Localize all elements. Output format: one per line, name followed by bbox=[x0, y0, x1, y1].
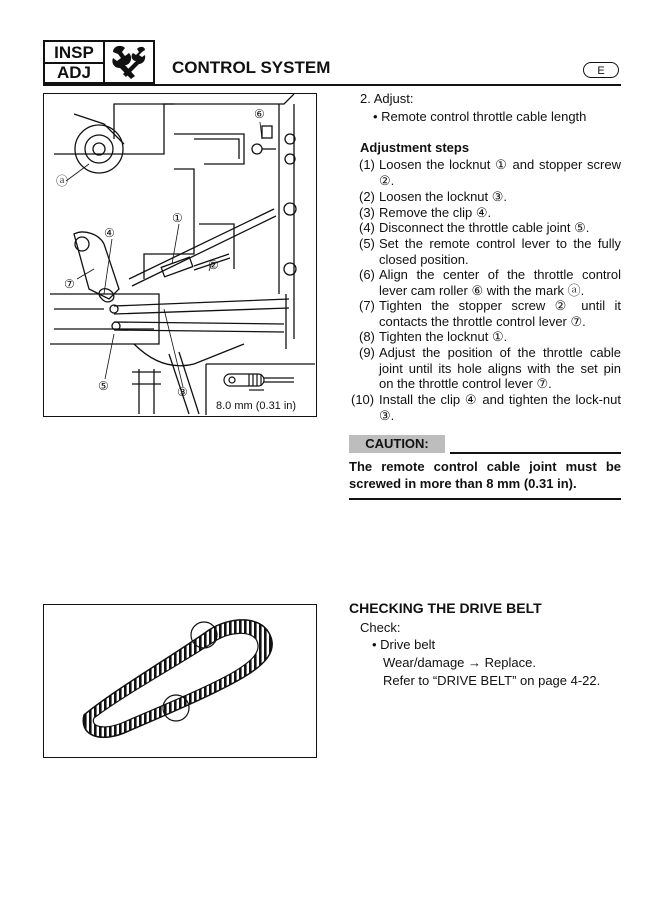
page-title: CONTROL SYSTEM bbox=[172, 58, 331, 77]
step-4-text: Disconnect the throttle cable joint ⑤. bbox=[379, 220, 590, 235]
step-1 bbox=[349, 157, 621, 189]
section-badge bbox=[43, 40, 155, 84]
header-rule bbox=[43, 84, 621, 86]
drive-belt-title: CHECKING THE DRIVE BELT bbox=[349, 600, 542, 616]
caution-text: The remote control cable joint must be screwed in more than 8 mm (0.31 in). bbox=[349, 459, 621, 491]
callout-7: ⑦ bbox=[64, 277, 75, 291]
step-7-num: (7) bbox=[359, 298, 375, 313]
wrench-icon bbox=[105, 42, 153, 82]
step-3-text: Remove the clip ④. bbox=[379, 205, 492, 220]
callout-5: ⑤ bbox=[98, 379, 109, 393]
step-2-num: (2) bbox=[359, 189, 375, 204]
badge-insp: INSP bbox=[45, 42, 103, 64]
step-9-text: Adjust the position of the throttle cable joint until its hole aligns with the set pin on the throttle control lever ⑦. bbox=[379, 345, 621, 392]
caution-line bbox=[450, 452, 621, 454]
step-1-num: (1) bbox=[359, 157, 375, 172]
callout-2: ② bbox=[208, 258, 219, 272]
step-8-num: (8) bbox=[359, 329, 375, 344]
badge-adj: ADJ bbox=[56, 63, 91, 82]
step-7-text: Tighten the stopper screw ② until it contacts the throttle control lever ⑦. bbox=[379, 298, 621, 329]
linkage-drawing bbox=[44, 94, 315, 415]
drive-belt-bullet: • Drive belt bbox=[372, 637, 436, 652]
language-badge: E bbox=[583, 62, 619, 78]
step-6-text: Align the center of the throttle control lever cam roller ⑥ with the mark ⓐ. bbox=[379, 267, 621, 298]
caution-label: CAUTION: bbox=[349, 435, 445, 453]
throttle-linkage-figure bbox=[43, 93, 317, 417]
adjust-heading: 2. Adjust: bbox=[360, 91, 414, 106]
callout-4: ④ bbox=[104, 226, 115, 240]
step-1-text: Loosen the locknut ① and stopper screw ②. bbox=[379, 157, 621, 188]
step-5-num: (5) bbox=[359, 236, 375, 251]
dimension-label: 8.0 mm (0.31 in) bbox=[216, 400, 297, 412]
callout-a: ⓐ bbox=[56, 174, 69, 188]
step-10-text: Install the clip ④ and tighten the lock-nut ③. bbox=[379, 392, 621, 423]
step-10-num: (10) bbox=[351, 392, 375, 407]
step-5-text: Set the remote control lever to the fully closed position. bbox=[379, 236, 621, 267]
wear-damage-line: Wear/damage → Replace. bbox=[383, 655, 536, 670]
step-9-num: (9) bbox=[359, 345, 375, 360]
step-3-num: (3) bbox=[359, 205, 375, 220]
drive-belt-drawing bbox=[44, 605, 315, 756]
steps-title: Adjustment steps bbox=[360, 140, 470, 155]
step-6-num: (6) bbox=[359, 267, 375, 282]
refer-line: Refer to “DRIVE BELT” on page 4-22. bbox=[383, 673, 601, 688]
callout-6: ⑥ bbox=[254, 107, 265, 121]
drive-belt-figure bbox=[43, 604, 317, 758]
step-2-text: Loosen the locknut ③. bbox=[379, 189, 508, 204]
caution-rule bbox=[349, 498, 621, 500]
callout-1: ① bbox=[172, 211, 183, 225]
step-4-num: (4) bbox=[359, 220, 375, 235]
adjust-bullet: • Remote control throttle cable length bbox=[373, 109, 587, 124]
step-8-text: Tighten the locknut ①. bbox=[379, 329, 508, 344]
check-label: Check: bbox=[360, 620, 401, 635]
callout-3: ③ bbox=[177, 385, 188, 399]
